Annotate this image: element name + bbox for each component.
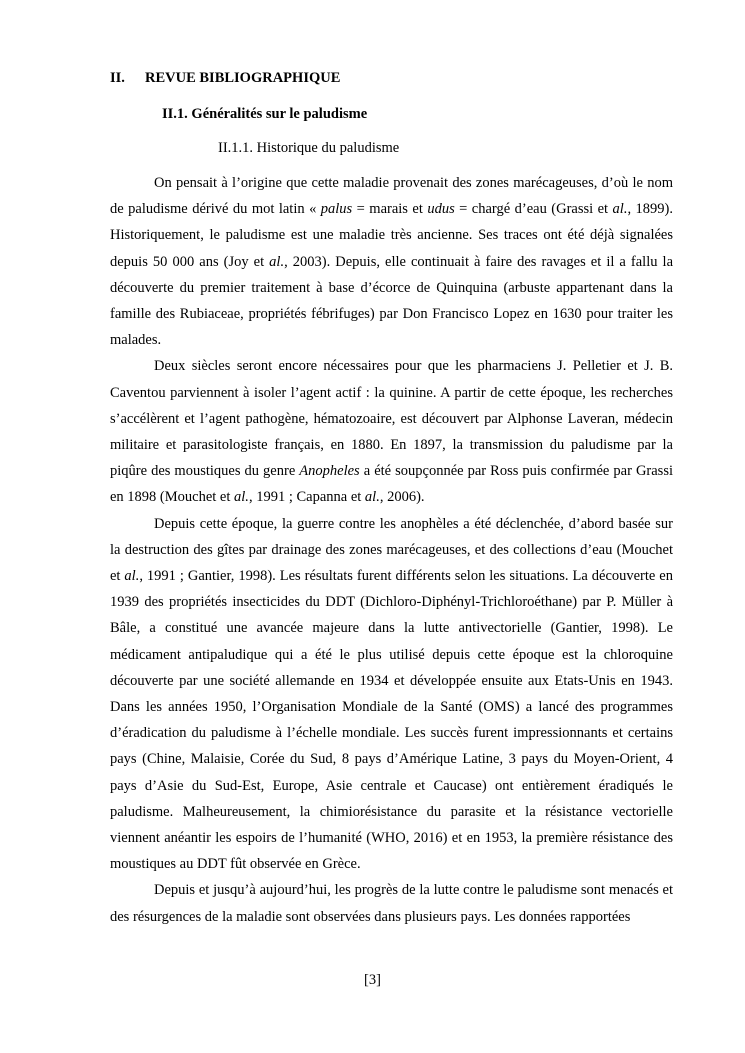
italic-text-run: al. — [124, 568, 140, 585]
section-title: REVUE BIBLIOGRAPHIQUE — [145, 70, 341, 86]
italic-text-run: udus — [427, 201, 455, 218]
text-run: On pensait à l’origine que cette maladie provenait des zones marécageuses, d’où le nom de paludisme dérivé du mot latin « — [110, 175, 673, 218]
text-run: Depuis cette époque, la guerre contre les anophèles a été déclenchée, d’abord basée sur la destruction des gîtes par drainage des zones marécageuses, et des collections d’eau (Mouchet et — [110, 515, 673, 585]
italic-text-run: al. — [612, 201, 628, 218]
subsubsection-heading: II.1.1. Historique du paludisme — [218, 140, 400, 156]
italic-text-run: Anopheles — [299, 463, 360, 480]
italic-text-run: al. — [364, 489, 380, 506]
text-run: = marais et — [352, 201, 428, 218]
text-run: , 2003). Depuis, elle continuait à faire des ravages et il a fallu la découverte du premier traitement à base d’écorce de Quinquina (arbuste appartenant dans la famille des Rubiaceae, propriétés fébrifuges) par Don Francisco Lopez en 1630 pour traiter les malades. — [110, 253, 673, 349]
section-number: II. — [110, 70, 125, 86]
page-number: [3] — [364, 972, 381, 988]
text-run: , 1991 ; Capanna et — [248, 489, 365, 506]
text-run: a été soupçonnée par Ross puis confirmée par Grassi en 1898 (Mouchet et — [110, 463, 673, 506]
italic-text-run: al. — [234, 489, 249, 506]
paragraph — [110, 877, 673, 929]
italic-text-run: palus — [320, 201, 353, 218]
subsection-heading: II.1. Généralités sur le paludisme — [162, 106, 368, 122]
italic-text-run: al. — [269, 253, 285, 270]
body-text — [110, 170, 673, 930]
paragraph — [110, 353, 673, 510]
paragraph — [110, 170, 673, 353]
section-heading — [110, 70, 340, 87]
text-run: , 2006). — [379, 489, 425, 506]
text-run: Depuis et jusqu’à aujourd’hui, les progrès de la lutte contre le paludisme sont menacés et des résurgences de la maladie sont observées dans plusieurs pays. Les données rapportées — [110, 882, 673, 925]
text-run: , 1991 ; Gantier, 1998). Les résultats furent différents selon les situations. La découverte en 1939 des propriétés insecticides du DDT (Dichloro-Diphényl-Trichloroéthane) par P. Müller à Bâle, a constitué une avancée majeure dans la lutte antivectorielle (Gantier, 1998). Le médicament antipaludique qui a été le plus utilisé depuis cette époque est la chloroquine découverte par une société allemande en 1934 et développée ensuite aux Etats-Unis en 1943. Dans les années 1950, l’Organisation Mondiale de la Santé (OMS) a lancé des programmes d’éradication du paludisme à l’échelle mondiale. Les succès furent impressionnants et certains pays (Chine, Malaisie, Corée du Sud, 8 pays d’Amérique Latine, 3 pays du Moyen-Orient, 4 pays d’Asie du Sud-Est, Europe, Asie centrale et Caucase) ont entièrement éradiqués le paludisme. Malheureusement, la chimiorésistance du parasite et la résistance vectorielle viennent anéantir les espoirs de l’humanité (WHO, 2016) et en 1953, la première résistance des moustiques au DDT fût observée en Grèce. — [110, 568, 673, 873]
text-run: Deux siècles seront encore nécessaires pour que les pharmaciens J. Pelletier et J. B. Caventou parviennent à isoler l’agent actif : la quinine. A partir de cette époque, les recherches s’accélèrent et l’agent pathogène, hématozoaire, est découvert par Alphonse Laveran, médecin militaire et parasitologiste français, en 1880. En 1897, la transmission du paludisme par la piqûre des moustiques du genre — [110, 358, 673, 480]
text-run: = chargé d’eau (Grassi et — [454, 201, 613, 218]
paragraph — [110, 511, 673, 878]
text-run: , 1899). Historiquement, le paludisme est une maladie très ancienne. Ses traces ont été déjà signalées depuis 50 000 ans (Joy et — [110, 201, 673, 270]
